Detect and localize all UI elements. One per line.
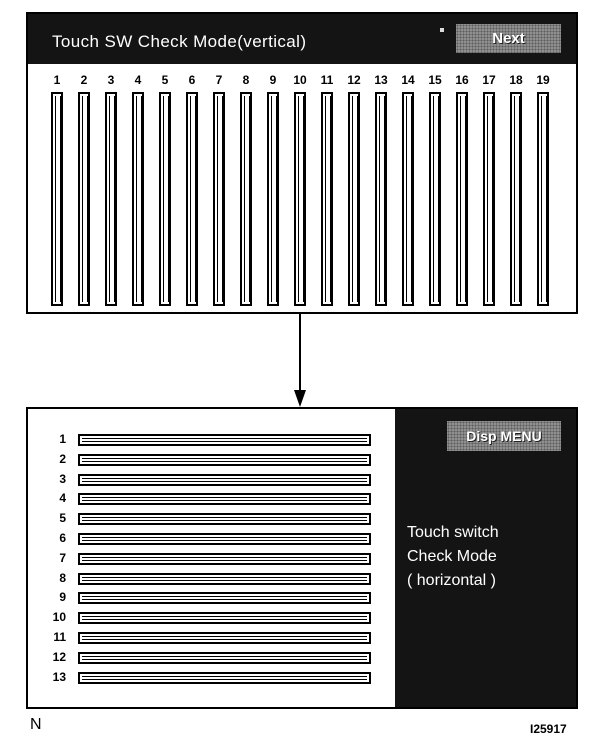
horizontal-switch-9[interactable] xyxy=(28,589,394,605)
touch-bar[interactable] xyxy=(213,92,225,306)
touch-bar[interactable] xyxy=(456,92,468,306)
vertical-switch-18[interactable] xyxy=(503,64,529,314)
switch-number: 7 xyxy=(59,550,66,565)
touch-bar[interactable] xyxy=(78,553,371,565)
touch-bar[interactable] xyxy=(132,92,144,306)
touch-bar[interactable] xyxy=(267,92,279,306)
horizontal-switch-12[interactable] xyxy=(28,649,394,665)
horizontal-switch-8[interactable] xyxy=(28,570,394,586)
touch-bar[interactable] xyxy=(240,92,252,306)
side-panel xyxy=(395,409,576,707)
switch-number: 18 xyxy=(509,73,523,87)
touch-bar[interactable] xyxy=(537,92,549,306)
vertical-switch-9[interactable] xyxy=(260,64,286,314)
next-button[interactable]: Next xyxy=(456,24,561,53)
switch-number: 4 xyxy=(134,73,142,87)
touch-bar[interactable] xyxy=(78,92,90,306)
mode-text-line: Check Mode xyxy=(407,548,497,565)
switch-number: 4 xyxy=(59,491,66,506)
touch-bar[interactable] xyxy=(78,612,371,624)
vertical-switch-6[interactable] xyxy=(179,64,205,314)
switch-number: 1 xyxy=(53,73,61,87)
figure-id: I25917 xyxy=(530,722,567,736)
vertical-switch-12[interactable] xyxy=(341,64,367,314)
switch-number: 9 xyxy=(269,73,277,87)
switch-number: 3 xyxy=(107,73,115,87)
touch-bar[interactable] xyxy=(186,92,198,306)
switch-number: 5 xyxy=(59,511,66,526)
touch-bar[interactable] xyxy=(78,493,371,505)
vertical-switch-5[interactable] xyxy=(152,64,178,314)
switch-number: 13 xyxy=(52,669,66,684)
switch-number: 1 xyxy=(59,432,66,446)
switch-number: 12 xyxy=(52,649,66,664)
switch-number: 12 xyxy=(347,73,361,87)
switch-number: 10 xyxy=(52,610,66,625)
touch-bar[interactable] xyxy=(348,92,360,306)
switch-number: 17 xyxy=(482,73,496,87)
horizontal-switch-1[interactable] xyxy=(28,431,394,447)
vertical-check-screen xyxy=(26,12,578,314)
vertical-switch-8[interactable] xyxy=(233,64,259,314)
switch-number: 9 xyxy=(59,590,66,605)
horizontal-switch-3[interactable] xyxy=(28,471,394,487)
touch-bar[interactable] xyxy=(321,92,333,306)
switch-number: 14 xyxy=(401,73,415,87)
touch-bar[interactable] xyxy=(78,454,371,466)
horizontal-switch-6[interactable] xyxy=(28,530,394,546)
vertical-switch-7[interactable] xyxy=(206,64,232,314)
touch-bar[interactable] xyxy=(78,632,371,644)
screen-title: Touch SW Check Mode(vertical) xyxy=(52,32,307,51)
vertical-switch-16[interactable] xyxy=(449,64,475,314)
switch-number: 2 xyxy=(80,73,88,87)
horizontal-switch-4[interactable] xyxy=(28,490,394,506)
touch-bar[interactable] xyxy=(78,592,371,604)
touch-bar[interactable] xyxy=(78,652,371,664)
vertical-switch-14[interactable] xyxy=(395,64,421,314)
touch-bar[interactable] xyxy=(159,92,171,306)
switch-number: 6 xyxy=(59,531,66,545)
horizontal-switch-2[interactable] xyxy=(28,451,394,467)
switch-number: 7 xyxy=(215,73,223,87)
switch-number: 8 xyxy=(59,570,66,585)
touch-bar[interactable] xyxy=(402,92,414,306)
touch-bar[interactable] xyxy=(51,92,63,306)
vertical-switch-bars xyxy=(28,64,576,314)
horizontal-switch-13[interactable] xyxy=(28,669,394,685)
touch-bar[interactable] xyxy=(78,672,371,684)
switch-number: 10 xyxy=(293,73,307,87)
switch-number: 11 xyxy=(320,73,334,87)
vertical-switch-3[interactable] xyxy=(98,64,124,314)
switch-number: 5 xyxy=(161,73,169,87)
corner-mark: N xyxy=(30,716,42,733)
horizontal-check-screen xyxy=(26,407,578,709)
vertical-switch-15[interactable] xyxy=(422,64,448,314)
disp-menu-button[interactable]: Disp MENU xyxy=(447,421,561,451)
screen-header xyxy=(28,14,576,64)
header-dot xyxy=(440,28,444,32)
switch-number: 16 xyxy=(455,73,469,87)
touch-bar[interactable] xyxy=(78,513,371,525)
switch-number: 13 xyxy=(374,73,388,87)
horizontal-switch-7[interactable] xyxy=(28,550,394,566)
horizontal-switch-11[interactable] xyxy=(28,629,394,645)
switch-number: 2 xyxy=(59,451,66,466)
vertical-switch-13[interactable] xyxy=(368,64,394,314)
touch-bar[interactable] xyxy=(294,92,306,306)
touch-bar[interactable] xyxy=(375,92,387,306)
switch-number: 3 xyxy=(59,471,66,486)
down-arrow-icon xyxy=(292,314,308,408)
switch-number: 19 xyxy=(536,73,550,87)
horizontal-switch-10[interactable] xyxy=(28,609,394,625)
vertical-switch-19[interactable] xyxy=(530,64,556,314)
touch-bar[interactable] xyxy=(105,92,117,306)
horizontal-switch-5[interactable] xyxy=(28,510,394,526)
switch-number: 15 xyxy=(428,73,442,87)
touch-bar[interactable] xyxy=(429,92,441,306)
switch-number: 11 xyxy=(53,630,66,644)
touch-bar[interactable] xyxy=(78,474,371,486)
horizontal-switch-bars xyxy=(28,409,394,707)
touch-bar[interactable] xyxy=(78,434,371,446)
touch-bar[interactable] xyxy=(483,92,495,306)
mode-description xyxy=(407,521,572,593)
vertical-switch-1[interactable] xyxy=(44,64,70,314)
switch-number: 8 xyxy=(242,73,250,87)
touch-bar[interactable] xyxy=(78,573,371,585)
vertical-switch-10[interactable] xyxy=(287,64,313,314)
mode-text-line: Touch switch xyxy=(407,524,499,541)
switch-number: 6 xyxy=(188,73,196,87)
mode-text-line: ( horizontal ) xyxy=(407,572,496,589)
vertical-switch-11[interactable] xyxy=(314,64,340,314)
vertical-switch-17[interactable] xyxy=(476,64,502,314)
vertical-switch-4[interactable] xyxy=(125,64,151,314)
touch-bar[interactable] xyxy=(510,92,522,306)
vertical-switch-2[interactable] xyxy=(71,64,97,314)
touch-bar[interactable] xyxy=(78,533,371,545)
